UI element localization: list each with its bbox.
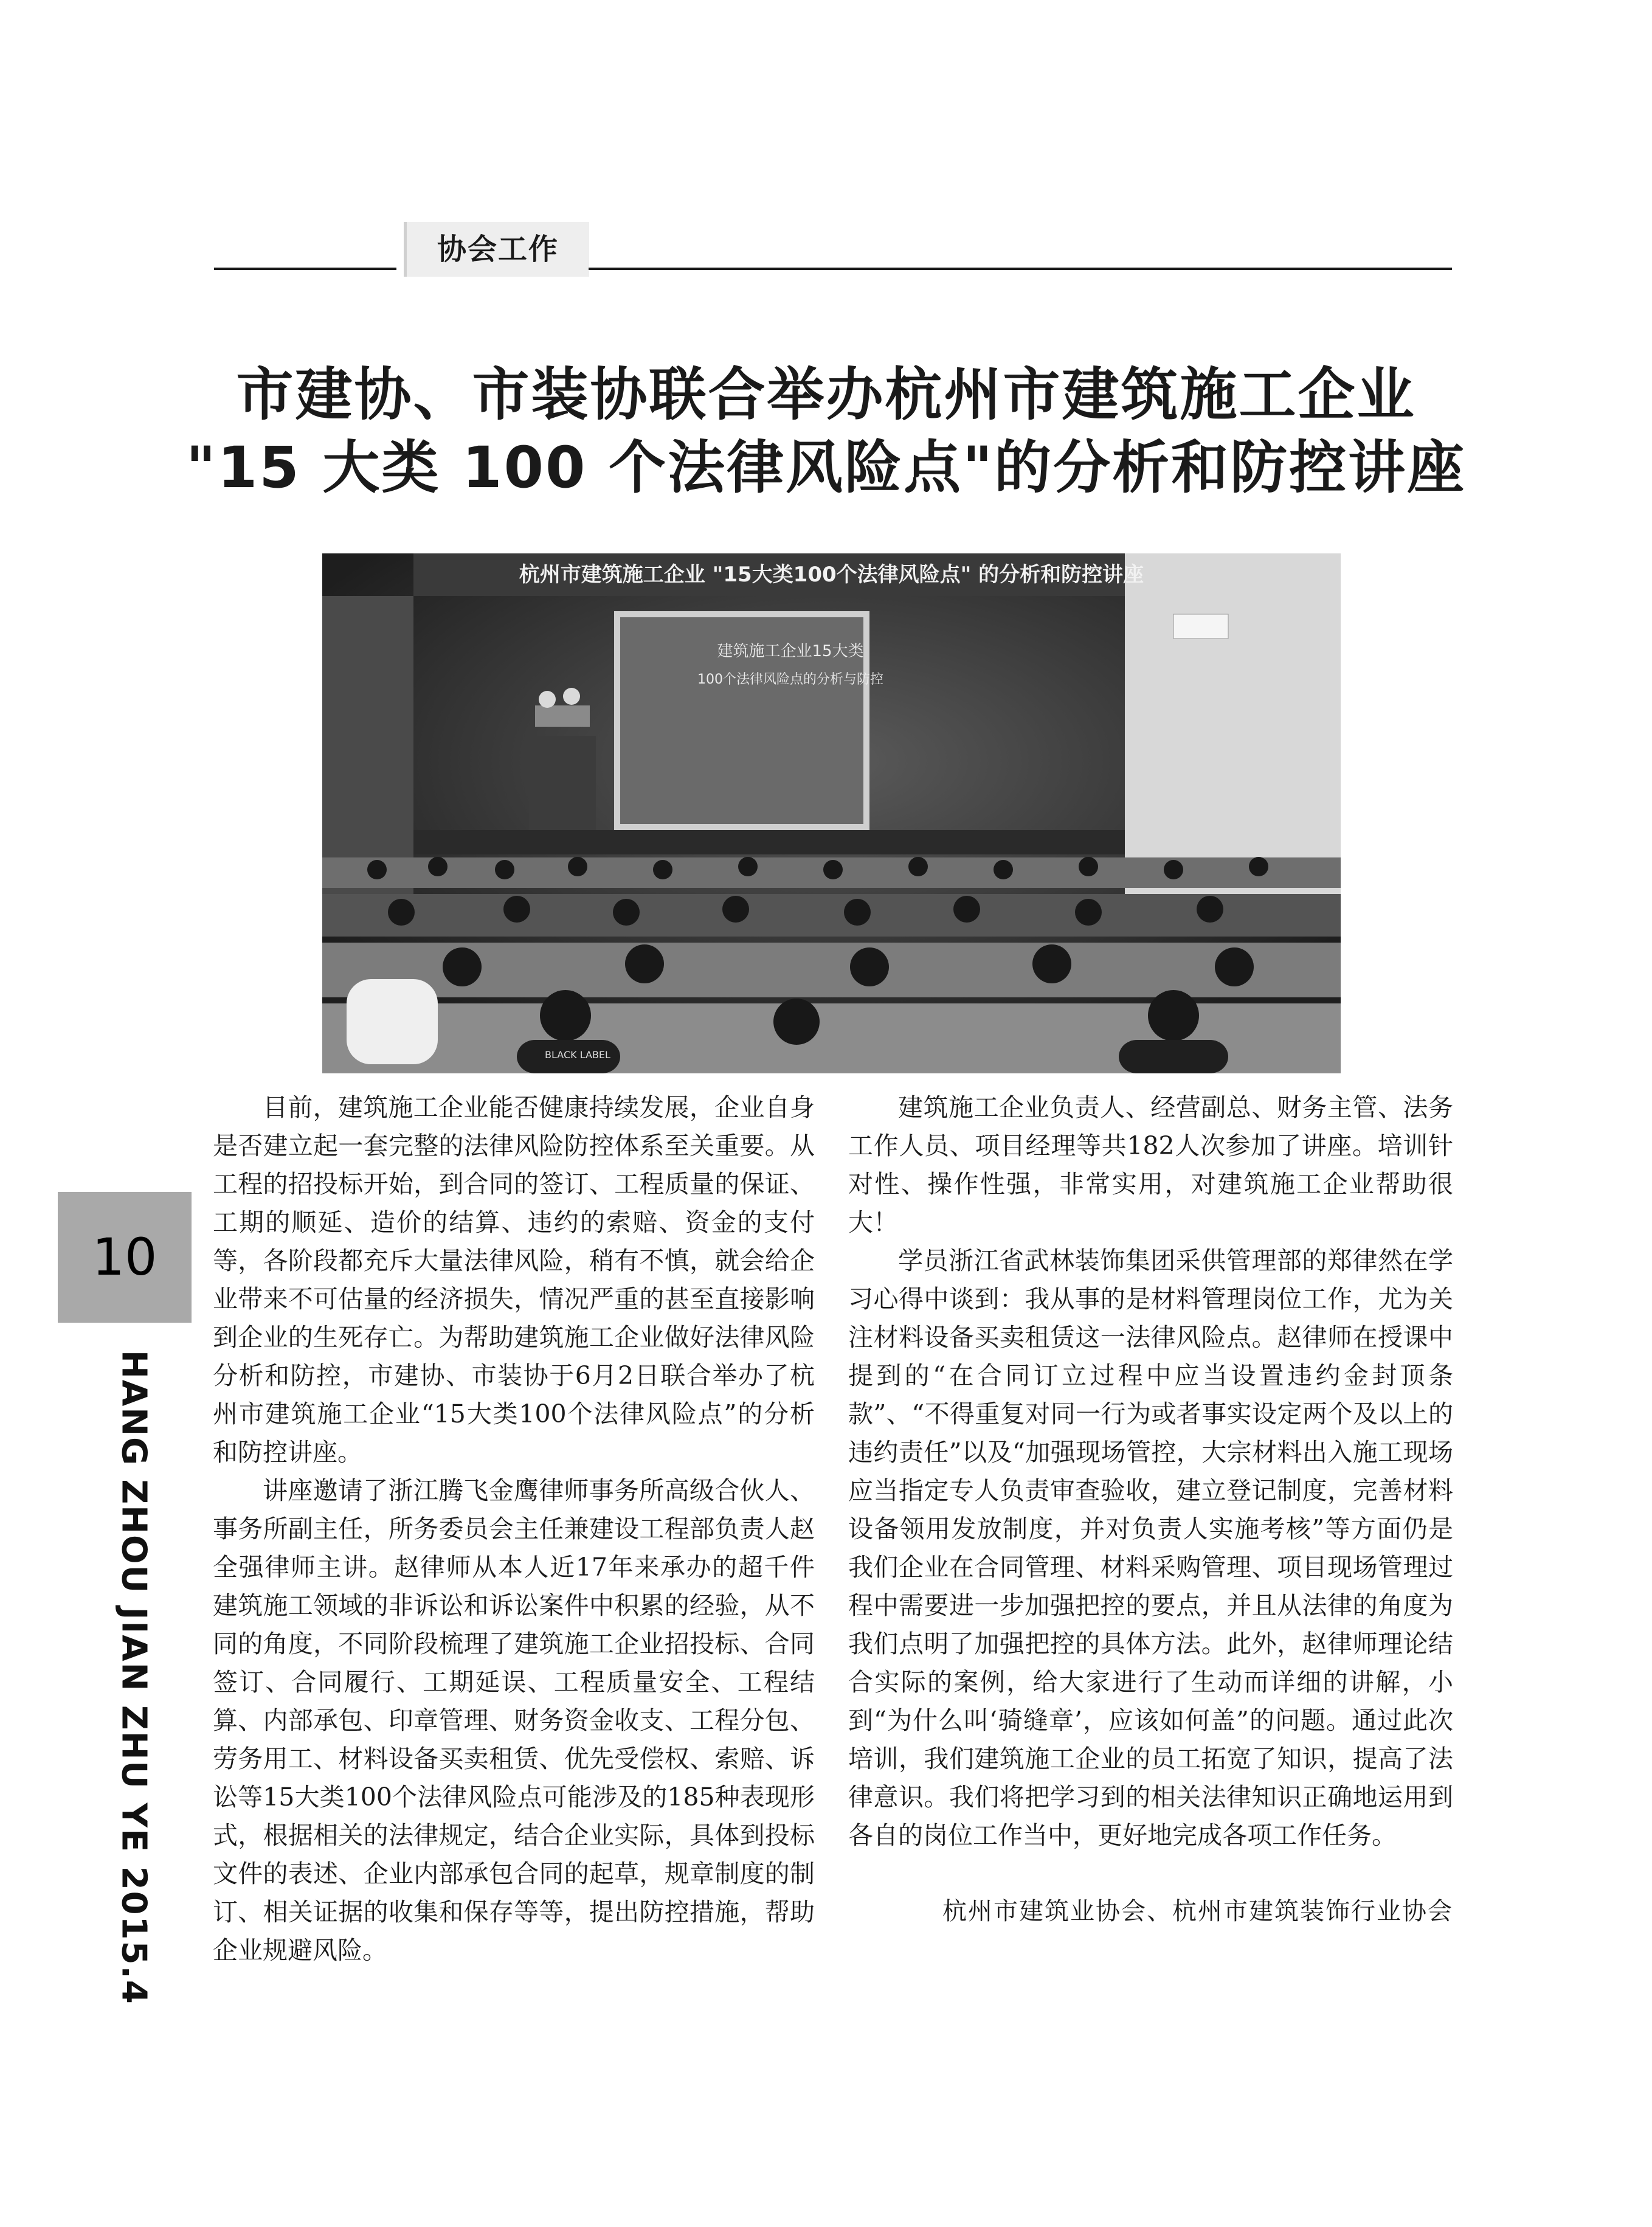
paragraph: 目前，建筑施工企业能否健康持续发展，企业自身是否建立起一套完整的法律风险防控体系至关重要。从工程的招投标开始，到合同的签订、工程质量的保证、工期的顺延、造价的结算、违约的索赔、资金的支付等，各阶段都充斥大量法律风险，稍有不慎，就会给企业带来不可估量的经济损失，情况严重的甚至直接影响到企业的生死存亡。为帮助建筑施工企业做好法律风险分析和防控，市建协、市装协于6月2日联合举办了杭州市建筑施工企业“15大类100个法律风险点”的分析和防控讲座。	[213, 1093, 815, 1467]
screen-line-1: 建筑施工企业15大类	[717, 642, 864, 660]
lecture-photo-scene	[322, 553, 1341, 1073]
article-title-line-2: "15 大类 100 个法律风险点"的分析和防控讲座	[185, 435, 1467, 501]
author-credit: 杭州市建筑业协会、杭州市建筑装饰行业协会	[942, 1897, 1453, 1925]
body-column-left	[213, 1089, 815, 1970]
running-foot: HANG ZHOU JIAN ZHU YE 2015.4	[114, 1350, 154, 2005]
article-title	[182, 359, 1470, 505]
page-number: 10	[58, 1192, 192, 1323]
paragraph: 建筑施工企业负责人、经营副总、财务主管、法务工作人员、项目经理等共182人次参加了讲座。培训针对性、操作性强，非常实用，对建筑施工企业帮助很大！	[848, 1093, 1453, 1237]
header-rule-left	[214, 268, 396, 270]
shirt-text: BLACK LABEL	[545, 1049, 610, 1061]
article-title-line-1: 市建协、市装协联合举办杭州市建筑施工企业	[236, 362, 1416, 428]
lecture-photo	[322, 553, 1341, 1073]
header-rule-right	[589, 268, 1452, 270]
section-label: 协会工作	[404, 222, 589, 277]
body-column-right	[848, 1089, 1453, 1855]
paragraph: 讲座邀请了浙江腾飞金鹰律师事务所高级合伙人、事务所副主任，所务委员会主任兼建设工程部负责人赵全强律师主讲。赵律师从本人近17年来承办的超千件建筑施工领域的非诉讼和诉讼案件中积累的经验，从不同的角度，不同阶段梳理了建筑施工企业招投标、合同签订、合同履行、工期延误、工程质量安全、工程结算、内部承包、印章管理、财务资金收支、工程分包、劳务用工、材料设备买卖租赁、优先受偿权、索赔、诉讼等15大类100个法律风险点可能涉及的185种表现形式，根据相关的法律规定，结合企业实际，具体到投标文件的表述、企业内部承包合同的起草，规章制度的制订、相关证据的收集和保存等等，提出防控措施，帮助企业规避风险。	[213, 1476, 815, 1965]
screen-line-2: 100个法律风险点的分析与防控	[697, 672, 883, 687]
paragraph: 学员浙江省武林装饰集团采供管理部的郑律然在学习心得中谈到：我从事的是材料管理岗位工作，尤为关注材料设备买卖租赁这一法律风险点。赵律师在授课中提到的“在合同订立过程中应当设置违约金封顶条款”、“不得重复对同一行为或者事实设定两个及以上的违约责任”以及“加强现场管控，大宗材料出入施工现场应当指定专人负责审查验收，建立登记制度，完善材料设备领用发放制度，并对负责人实施考核”等方面仍是我们企业在合同管理、材料采购管理、项目现场管理过程中需要进一步加强把控的要点，并且从法律的角度为我们点明了加强把控的具体方法。此外，赵律师理论结合实际的案例，给大家进行了生动而详细的讲解，小到“为什么叫‘骑缝章’，应该如何盖”的问题。通过此次培训，我们建筑施工企业的员工拓宽了知识，提高了法律意识。我们将把学习到的相关法律知识正确地运用到各自的岗位工作当中，更好地完成各项工作任务。	[848, 1246, 1453, 1850]
banner-text: 杭州市建筑施工企业 "15大类100个法律风险点" 的分析和防控讲座	[519, 563, 1144, 587]
